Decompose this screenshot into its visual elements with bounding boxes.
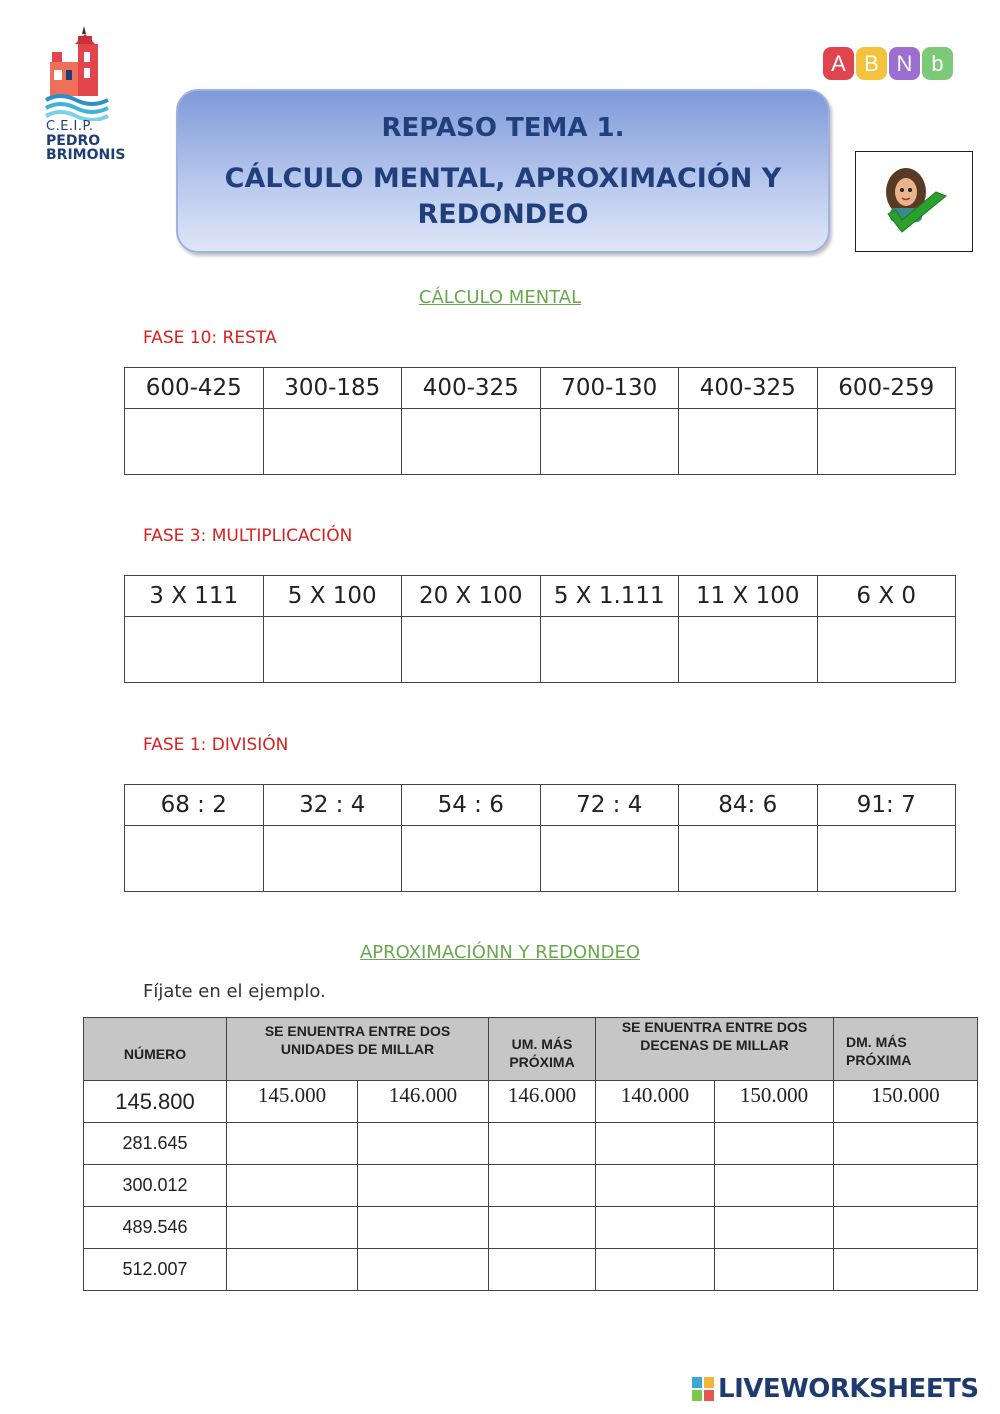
answer-cell[interactable]	[596, 1165, 715, 1207]
subtraction-question: 300-185	[263, 368, 402, 409]
answer-cell[interactable]	[715, 1249, 834, 1291]
example-dm-lower: 140.000	[596, 1081, 715, 1123]
subtraction-question: 400-325	[402, 368, 541, 409]
header-dm-range: SE ENUENTRA ENTRE DOS DECENAS DE MILLAR	[596, 1018, 834, 1081]
subtraction-question: 600-425	[125, 368, 264, 409]
answer-cell[interactable]	[817, 826, 956, 892]
school-name-line2: PEDRO	[46, 132, 101, 149]
phase-multiplication-label: FASE 3: MULTIPLICACIÓN	[143, 526, 353, 546]
liveworksheets-brand: LIVEWORKSHEETS	[718, 1374, 979, 1404]
example-number: 145.800	[84, 1081, 227, 1123]
answer-cell[interactable]	[227, 1207, 358, 1249]
answer-cell[interactable]	[263, 826, 402, 892]
example-dm-upper: 150.000	[715, 1081, 834, 1123]
abnb-letter-a: A	[823, 47, 854, 80]
answer-cell[interactable]	[227, 1123, 358, 1165]
answer-cell[interactable]	[489, 1165, 596, 1207]
example-dm-nearest: 150.000	[834, 1081, 978, 1123]
answer-cell[interactable]	[358, 1123, 489, 1165]
answer-cell[interactable]	[402, 826, 541, 892]
instruction-text: Fíjate en el ejemplo.	[143, 981, 326, 1002]
answer-cell[interactable]	[125, 409, 264, 475]
answer-cell[interactable]	[715, 1165, 834, 1207]
answer-cell[interactable]	[679, 826, 818, 892]
answer-cell[interactable]	[679, 409, 818, 475]
answer-cell[interactable]	[227, 1165, 358, 1207]
answer-cell[interactable]	[596, 1207, 715, 1249]
answer-cell[interactable]	[834, 1165, 978, 1207]
example-um-upper: 146.000	[358, 1081, 489, 1123]
division-question: 91: 7	[817, 785, 956, 826]
multiplication-question: 11 X 100	[679, 576, 818, 617]
answer-cell[interactable]	[540, 617, 679, 683]
example-um-nearest: 146.000	[489, 1081, 596, 1123]
answer-cell[interactable]	[715, 1123, 834, 1165]
answer-cell[interactable]	[402, 409, 541, 475]
answer-cell[interactable]	[834, 1123, 978, 1165]
header-um-range: SE ENUENTRA ENTRE DOS UNIDADES DE MILLAR	[227, 1018, 489, 1081]
answer-cell[interactable]	[834, 1249, 978, 1291]
liveworksheets-icon	[692, 1377, 714, 1401]
answer-cell[interactable]	[489, 1123, 596, 1165]
school-name-line3: BRIMONIS	[46, 147, 126, 164]
avatar-check-icon	[856, 152, 971, 250]
header-um-nearest: UM. MÁS PRÓXIMA	[489, 1018, 596, 1081]
exercise-number: 281.645	[84, 1123, 227, 1165]
subtraction-question: 600-259	[817, 368, 956, 409]
phase-division-label: FASE 1: DIVISIÓN	[143, 735, 289, 755]
section-mental-calc-title: CÁLCULO MENTAL	[418, 287, 582, 308]
approximation-table	[83, 1017, 978, 1291]
subtraction-table	[124, 367, 956, 475]
phase-subtraction-label: FASE 10: RESTA	[143, 328, 277, 348]
multiplication-table	[124, 575, 956, 683]
title-banner	[176, 89, 830, 253]
division-question: 32 : 4	[263, 785, 402, 826]
division-question: 84: 6	[679, 785, 818, 826]
answer-cell[interactable]	[540, 826, 679, 892]
division-question: 54 : 6	[402, 785, 541, 826]
answer-cell[interactable]	[125, 617, 264, 683]
answer-cell[interactable]	[817, 617, 956, 683]
avatar-check-box	[855, 151, 973, 252]
answer-cell[interactable]	[596, 1123, 715, 1165]
school-name	[46, 120, 126, 163]
page-subtitle: CÁLCULO MENTAL, APROXIMACIÓN Y REDONDEO	[224, 163, 782, 230]
liveworksheets-logo	[692, 1374, 979, 1404]
answer-cell[interactable]	[358, 1207, 489, 1249]
answer-cell[interactable]	[358, 1249, 489, 1291]
answer-cell[interactable]	[358, 1165, 489, 1207]
exercise-number: 489.546	[84, 1207, 227, 1249]
exercise-number: 300.012	[84, 1165, 227, 1207]
subtraction-question: 400-325	[679, 368, 818, 409]
answer-cell[interactable]	[263, 409, 402, 475]
answer-cell[interactable]	[263, 617, 402, 683]
answer-cell[interactable]	[596, 1249, 715, 1291]
page-title: REPASO TEMA 1.	[381, 113, 625, 143]
tower-icon	[42, 26, 112, 121]
abnb-letter-n: N	[889, 47, 920, 80]
subtraction-question: 700-130	[540, 368, 679, 409]
answer-cell[interactable]	[402, 617, 541, 683]
answer-cell[interactable]	[540, 409, 679, 475]
header-number: NÚMERO	[84, 1018, 227, 1081]
section-approximation-title: APROXIMACIÓNN Y REDONDEO	[359, 942, 641, 963]
multiplication-question: 6 X 0	[817, 576, 956, 617]
answer-cell[interactable]	[227, 1249, 358, 1291]
answer-cell[interactable]	[817, 409, 956, 475]
answer-cell[interactable]	[489, 1249, 596, 1291]
abnb-logo	[823, 47, 953, 80]
exercise-number: 512.007	[84, 1249, 227, 1291]
school-name-line1: C.E.I.P.	[46, 119, 94, 134]
answer-cell[interactable]	[715, 1207, 834, 1249]
answer-cell[interactable]	[489, 1207, 596, 1249]
answer-cell[interactable]	[834, 1207, 978, 1249]
multiplication-question: 5 X 1.111	[540, 576, 679, 617]
answer-cell[interactable]	[679, 617, 818, 683]
answer-cell[interactable]	[125, 826, 264, 892]
multiplication-question: 20 X 100	[402, 576, 541, 617]
abnb-letter-b-small: b	[922, 47, 953, 80]
abnb-letter-b: B	[856, 47, 887, 80]
multiplication-question: 3 X 111	[125, 576, 264, 617]
multiplication-question: 5 X 100	[263, 576, 402, 617]
header-dm-nearest: DM. MÁS PRÓXIMA	[834, 1018, 978, 1081]
example-um-lower: 145.000	[227, 1081, 358, 1123]
division-question: 72 : 4	[540, 785, 679, 826]
division-table	[124, 784, 956, 892]
division-question: 68 : 2	[125, 785, 264, 826]
